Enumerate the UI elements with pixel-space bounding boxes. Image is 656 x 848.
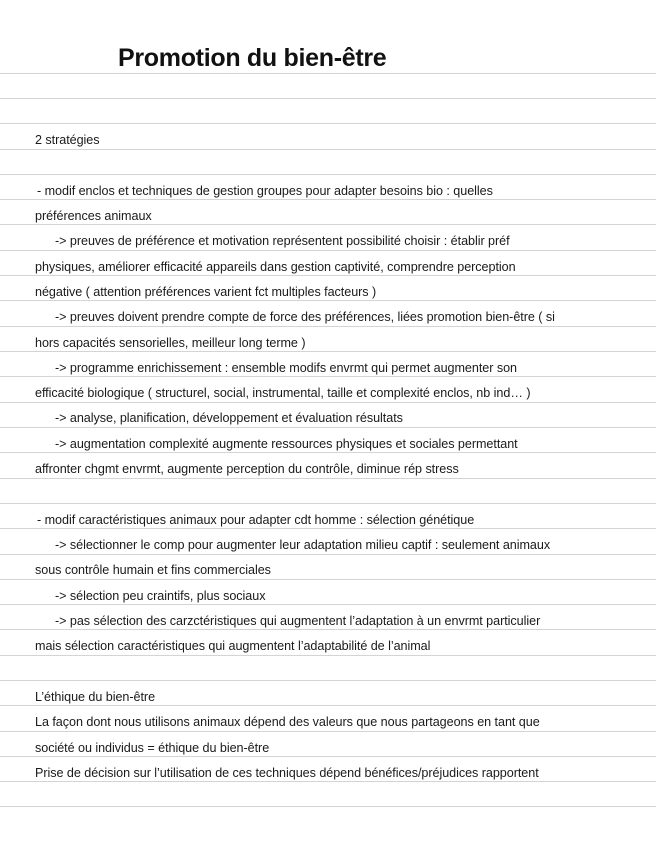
note-line: sous contrôle humain et fins commerciales: [35, 563, 271, 577]
note-line: -> augmentation complexité augmente ressources physiques et sociales permettant: [55, 437, 518, 451]
note-line: société ou individus = éthique du bien-être: [35, 741, 270, 755]
note-line: mais sélection caractéristiques qui augmentent l’adaptabilité de l’animal: [35, 639, 431, 653]
note-line: Prise de décision sur l’utilisation de ces techniques dépend bénéfices/préjudices rapportent: [35, 766, 539, 780]
section-heading-strategies: 2 stratégies: [35, 133, 100, 147]
note-line: -> sélection peu craintifs, plus sociaux: [55, 589, 266, 603]
note-line: préférences animaux: [35, 209, 152, 223]
note-line: -> programme enrichissement : ensemble modifs envrmt qui permet augmenter son: [55, 361, 517, 375]
note-line: négative ( attention préférences varient fct multiples facteurs ): [35, 285, 377, 299]
note-line: -> sélectionner le comp pour augmenter leur adaptation milieu captif : seulement animaux: [55, 538, 551, 552]
note-line: -> preuves doivent prendre compte de force des préférences, liées promotion bien-être ( si: [55, 310, 555, 324]
page-title: Promotion du bien-être: [118, 44, 387, 72]
note-line: - modif enclos et techniques de gestion groupes pour adapter besoins bio : quelles: [37, 184, 493, 198]
note-line: - modif caractéristiques animaux pour adapter cdt homme : sélection génétique: [37, 513, 475, 527]
section-heading-ethics: L’éthique du bien-être: [35, 690, 156, 704]
note-line: La façon dont nous utilisons animaux dépend des valeurs que nous partageons en tant que: [35, 715, 540, 729]
note-line: affronter chgmt envrmt, augmente perception du contrôle, diminue rép stress: [35, 462, 459, 476]
note-line: hors capacités sensorielles, meilleur long terme ): [35, 336, 306, 350]
note-line: -> preuves de préférence et motivation représentent possibilité choisir : établir préf: [55, 234, 510, 248]
note-line: -> analyse, planification, développement et évaluation résultats: [55, 411, 403, 425]
note-line: -> pas sélection des carzctéristiques qui augmentent l’adaptation à un envrmt particulier: [55, 614, 541, 628]
note-line: physiques, améliorer efficacité appareils dans gestion captivité, comprendre perception: [35, 260, 516, 274]
note-line: efficacité biologique ( structurel, social, instrumental, taille et complexité enclos, nb ind… ): [35, 386, 531, 400]
